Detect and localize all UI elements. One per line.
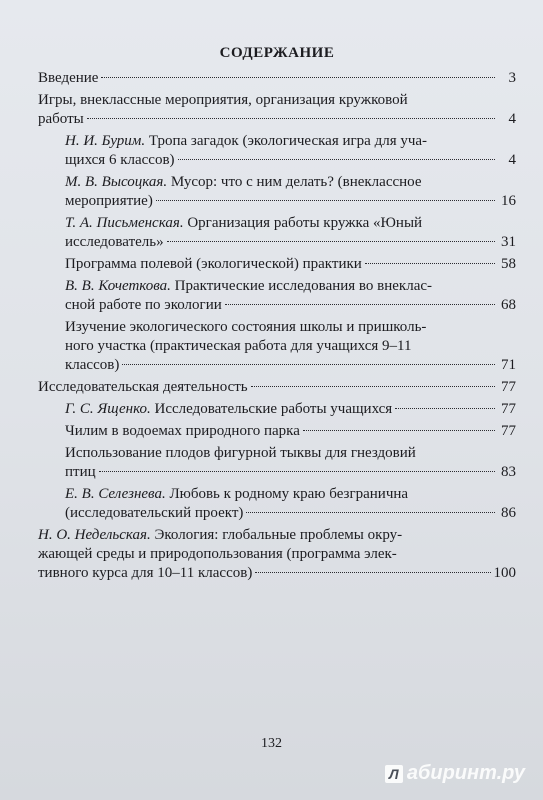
toc-entry-page: 58 <box>501 256 516 272</box>
toc-entry <box>38 132 516 170</box>
toc-entry-title: Тропа загадок (экологическая игра для уча- <box>148 133 428 149</box>
dot-leader <box>87 118 495 119</box>
toc-entry <box>38 422 516 441</box>
toc-entry-line <box>65 318 516 337</box>
toc-entry-title: Исследовательские работы учащихся <box>154 401 393 417</box>
toc-entry-page: 83 <box>501 464 516 480</box>
dot-leader <box>395 408 495 409</box>
dot-leader <box>251 386 495 387</box>
toc-entry-text <box>65 338 412 354</box>
toc-entry-title: Изучение экологического состояния школы и пришколь- <box>65 319 427 335</box>
toc-entry <box>38 318 516 375</box>
toc-entry-last-line <box>38 378 516 397</box>
toc-entry <box>38 378 516 397</box>
dot-leader <box>255 572 490 573</box>
toc-entry-title: Исследовательская деятельность <box>38 379 248 395</box>
toc-entry-page: 77 <box>501 423 516 439</box>
toc-entry-author: Г. С. Ященко. <box>65 401 151 417</box>
toc-entry-title: Игры, внеклассные мероприятия, организация кружковой <box>38 92 408 108</box>
toc-entry <box>38 69 516 88</box>
toc-entry-last-line <box>38 69 516 88</box>
dot-leader <box>122 364 495 365</box>
toc-entry-line <box>65 444 516 463</box>
toc-entry-title: тивного курса для 10–11 классов) <box>38 565 253 581</box>
toc-entry-text <box>38 527 402 543</box>
toc-entry-title: исследователь» <box>65 234 164 250</box>
toc-entry-author: Н. О. Недельская. <box>38 527 151 543</box>
toc-entry-text <box>38 110 84 129</box>
toc-entry-last-line <box>65 463 516 482</box>
table-of-contents <box>38 44 516 586</box>
toc-entry-text <box>65 233 164 252</box>
toc-entry-last-line <box>65 400 516 419</box>
toc-entry-page: 100 <box>493 565 516 581</box>
toc-entry-title: классов) <box>65 357 120 373</box>
dot-leader <box>101 77 495 78</box>
toc-entry-text <box>38 546 397 562</box>
toc-entry-text <box>65 445 416 461</box>
toc-entry-text <box>65 174 422 190</box>
toc-entry-last-line <box>65 422 516 441</box>
dot-leader <box>365 263 495 264</box>
watermark <box>385 762 525 785</box>
toc-entry-title: мероприятие) <box>65 193 153 209</box>
toc-entry-page: 3 <box>508 70 516 86</box>
toc-entry <box>38 400 516 419</box>
toc-entry-page: 77 <box>501 401 516 417</box>
toc-title: СОДЕРЖАНИЕ <box>219 45 335 61</box>
dot-leader <box>178 159 495 160</box>
toc-entry-title: Практические исследования во внеклас- <box>174 278 433 294</box>
toc-entry-last-line <box>38 110 516 129</box>
toc-entry-text <box>65 422 300 441</box>
toc-entry-author: Н. И. Бурим. <box>65 133 146 149</box>
toc-entry-last-line <box>65 192 516 211</box>
toc-entry-line <box>65 277 516 296</box>
toc-entry-title: сной работе по экологии <box>65 297 222 313</box>
toc-entry-page: 16 <box>501 193 516 209</box>
toc-entry-text <box>65 463 96 482</box>
toc-entry-title: Мусор: что с ним делать? (внеклассное <box>170 174 422 190</box>
toc-entry-author: М. В. Высоцкая. <box>65 174 168 190</box>
toc-entry-title: Программа полевой (экологической) практики <box>65 256 362 272</box>
toc-entry-last-line <box>65 356 516 375</box>
toc-entry-title: Введение <box>38 70 99 86</box>
toc-entry-text <box>65 486 408 502</box>
dot-leader <box>303 430 495 431</box>
watermark-text: абиринт.ру <box>406 762 525 784</box>
toc-entry-text <box>65 278 432 294</box>
toc-entry-title: Организация работы кружка «Юный <box>187 215 423 231</box>
toc-entry-title: Чилим в водоемах природного парка <box>65 423 300 439</box>
toc-entry-line <box>65 485 516 504</box>
toc-entry-page: 77 <box>501 379 516 395</box>
toc-entry <box>38 91 516 129</box>
page-number: 132 <box>261 736 282 751</box>
toc-entry-page: 4 <box>508 111 516 127</box>
toc-entry-text <box>38 92 408 108</box>
toc-entry-last-line <box>65 233 516 252</box>
toc-entry <box>38 277 516 315</box>
dot-leader <box>156 200 495 201</box>
toc-entries <box>38 69 516 583</box>
toc-entry-line <box>38 545 516 564</box>
toc-entry-line <box>65 214 516 233</box>
labirint-logo-icon: Л <box>385 765 403 783</box>
dot-leader <box>225 304 495 305</box>
toc-entry <box>38 173 516 211</box>
toc-entry-title: Использование плодов фигурной тыквы для гнездовий <box>65 445 416 461</box>
toc-entry-line <box>38 526 516 545</box>
toc-entry-text <box>38 564 252 583</box>
toc-entry-author: Е. В. Селезнева. <box>65 486 166 502</box>
dot-leader <box>99 471 495 472</box>
toc-entry-page: 68 <box>501 297 516 313</box>
toc-entry-title: Экология: глобальные проблемы окру- <box>154 527 403 543</box>
toc-entry <box>38 526 516 583</box>
toc-entry <box>38 444 516 482</box>
toc-entry-text <box>65 319 426 335</box>
dot-leader <box>167 241 495 242</box>
toc-entry-page: 4 <box>508 152 516 168</box>
toc-entry-text <box>65 400 392 419</box>
toc-entry-text <box>38 378 248 397</box>
toc-entry-title: (исследовательский проект) <box>65 505 244 521</box>
toc-entry-page: 71 <box>501 357 516 373</box>
toc-entry-text <box>65 296 222 315</box>
toc-entry-last-line <box>38 564 516 583</box>
toc-entry-last-line <box>65 255 516 274</box>
toc-entry-text <box>65 356 119 375</box>
toc-entry-title: птиц <box>65 464 96 480</box>
toc-entry-page: 31 <box>501 234 516 250</box>
toc-entry-title: Любовь к родному краю безгранична <box>169 486 409 502</box>
toc-entry-text <box>65 133 427 149</box>
dot-leader <box>246 512 495 513</box>
toc-entry-line <box>65 132 516 151</box>
toc-entry-title: ного участка (практическая работа для учащихся 9–11 <box>65 338 412 354</box>
toc-entry-title: работы <box>38 111 84 127</box>
toc-entry-line <box>38 91 516 110</box>
toc-entry-line <box>65 173 516 192</box>
toc-entry-author: Т. А. Письменская. <box>65 215 184 231</box>
toc-entry <box>38 255 516 274</box>
toc-entry-title: щихся 6 классов) <box>65 152 175 168</box>
toc-entry-text <box>65 151 175 170</box>
toc-entry-text <box>65 255 362 274</box>
toc-entry-text <box>38 69 98 88</box>
toc-entry-line <box>65 337 516 356</box>
toc-entry-text <box>65 192 153 211</box>
toc-entry <box>38 485 516 523</box>
toc-entry-text <box>65 215 422 231</box>
toc-entry-last-line <box>65 151 516 170</box>
toc-entry-page: 86 <box>501 505 516 521</box>
toc-entry-text <box>65 504 243 523</box>
toc-entry-author: В. В. Кочеткова. <box>65 278 171 294</box>
toc-entry <box>38 214 516 252</box>
toc-entry-title: жающей среды и природопользования (программа элек- <box>38 546 397 562</box>
toc-entry-last-line <box>65 296 516 315</box>
toc-entry-last-line <box>65 504 516 523</box>
